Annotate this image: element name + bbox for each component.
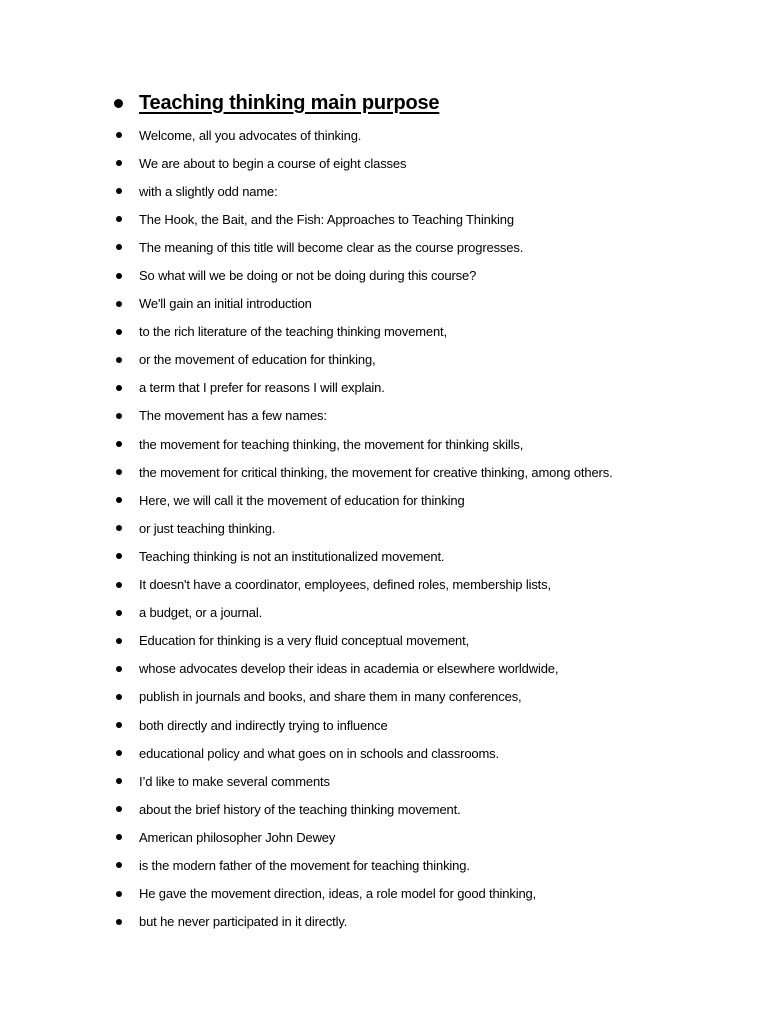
list-item-text: the movement for critical thinking, the movement for creative thinking, among others. [139, 464, 613, 480]
bullet-icon [116, 469, 122, 475]
list-item-text: publish in journals and books, and share them in many conferences, [139, 689, 522, 705]
list-item [114, 233, 613, 261]
bullet-icon [116, 862, 122, 868]
bullet-icon [116, 385, 122, 391]
bullet-icon [116, 694, 122, 700]
bullet-icon [116, 638, 122, 644]
list-item [114, 149, 613, 177]
heading-list-item [114, 88, 439, 118]
list-item-text: is the modern father of the movement for teaching thinking. [139, 857, 470, 873]
bullet-icon [116, 188, 122, 194]
list-item-text: or just teaching thinking. [139, 520, 276, 536]
bullet-icon [116, 160, 122, 166]
list-item [114, 374, 613, 402]
list-item-text: about the brief history of the teaching thinking movement. [139, 801, 461, 817]
list-item-text: He gave the movement direction, ideas, a role model for good thinking, [139, 886, 537, 902]
bullet-icon [116, 216, 122, 222]
list-item-text: I’d like to make several comments [139, 773, 330, 789]
list-item [114, 290, 613, 318]
bullet-icon [116, 834, 122, 840]
list-item-text: American philosopher John Dewey [139, 829, 336, 845]
list-item-text: The meaning of this title will become clear as the course progresses. [139, 239, 524, 255]
list-item [114, 655, 613, 683]
bullet-list [114, 121, 613, 936]
bullet-icon [116, 750, 122, 756]
bullet-icon [116, 273, 122, 279]
bullet-icon [116, 329, 122, 335]
list-item [114, 121, 613, 149]
list-item [114, 795, 613, 823]
list-item [114, 458, 613, 486]
list-item [114, 346, 613, 374]
list-item-text: The Hook, the Bait, and the Fish: Approaches to Teaching Thinking [139, 211, 514, 227]
list-item [114, 767, 613, 795]
list-item [114, 571, 613, 599]
list-item [114, 486, 613, 514]
list-item-text: Here, we will call it the movement of education for thinking [139, 492, 465, 508]
list-item-text: a term that I prefer for reasons I will explain. [139, 380, 385, 396]
list-item-text: the movement for teaching thinking, the movement for thinking skills, [139, 436, 524, 452]
page-title: Teaching thinking main purpose [139, 91, 440, 114]
list-item [114, 402, 613, 430]
bullet-icon [116, 666, 122, 672]
list-item [114, 599, 613, 627]
list-item-text: We'll gain an initial introduction [139, 296, 312, 312]
list-item-text: both directly and indirectly trying to influence [139, 717, 388, 733]
bullet-icon [116, 525, 122, 531]
list-item [114, 880, 613, 908]
list-item-text: educational policy and what goes on in schools and classrooms. [139, 745, 499, 761]
list-item-text: whose advocates develop their ideas in academia or elsewhere worldwide, [139, 661, 559, 677]
list-item [114, 908, 613, 936]
list-item [114, 823, 613, 851]
list-item [114, 318, 613, 346]
bullet-icon [116, 722, 122, 728]
list-item-text: but he never participated in it directly. [139, 914, 348, 930]
bullet-icon [114, 99, 123, 108]
list-item-text: Education for thinking is a very fluid conceptual movement, [139, 633, 470, 649]
bullet-icon [116, 244, 122, 250]
list-item-text: The movement has a few names: [139, 408, 327, 424]
bullet-icon [116, 553, 122, 559]
bullet-icon [116, 610, 122, 616]
list-item [114, 205, 613, 233]
list-item [114, 851, 613, 879]
list-item-text: Teaching thinking is not an institutionalized movement. [139, 548, 445, 564]
list-item [114, 739, 613, 767]
bullet-icon [116, 582, 122, 588]
bullet-icon [116, 301, 122, 307]
list-item [114, 683, 613, 711]
list-item [114, 711, 613, 739]
list-item-text: a budget, or a journal. [139, 605, 263, 621]
bullet-icon [116, 497, 122, 503]
bullet-icon [116, 919, 122, 925]
list-item-text: So what will we be doing or not be doing during this course? [139, 268, 477, 284]
list-item-text: We are about to begin a course of eight classes [139, 155, 407, 171]
bullet-icon [116, 778, 122, 784]
list-item-text: or the movement of education for thinking, [139, 352, 376, 368]
list-item-text: to the rich literature of the teaching thinking movement, [139, 324, 447, 340]
bullet-icon [116, 132, 122, 138]
list-item [114, 430, 613, 458]
list-item [114, 177, 613, 205]
list-item [114, 261, 613, 289]
bullet-icon [116, 891, 122, 897]
list-item-text: It doesn't have a coordinator, employees, defined roles, membership lists, [139, 577, 551, 593]
bullet-icon [116, 441, 122, 447]
list-item [114, 514, 613, 542]
list-item [114, 627, 613, 655]
bullet-icon [116, 413, 122, 419]
bullet-icon [116, 357, 122, 363]
list-item [114, 542, 613, 570]
bullet-icon [116, 806, 122, 812]
list-item-text: with a slightly odd name: [139, 183, 278, 199]
list-item-text: Welcome, all you advocates of thinking. [139, 127, 362, 143]
